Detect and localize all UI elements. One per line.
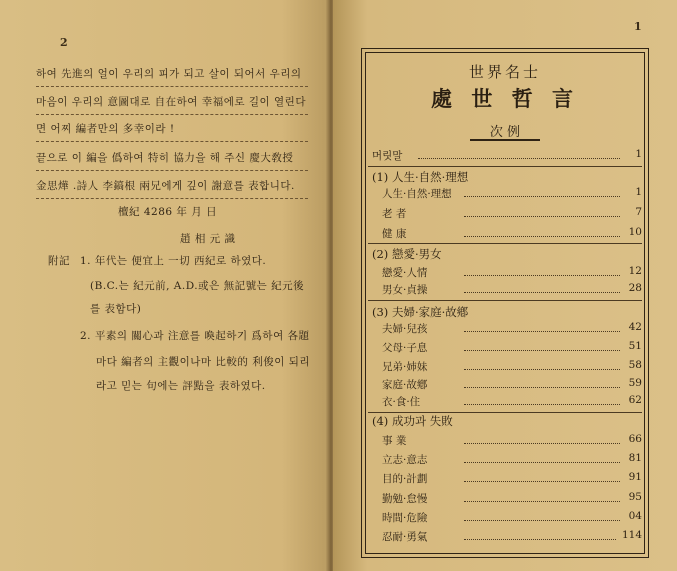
toc-entry (382, 377, 642, 391)
editor-signature: 趙 相 元 識 (180, 233, 236, 245)
toc-preface (372, 148, 642, 162)
divider (36, 114, 308, 115)
toc-entry-label: 勤勉·怠慢 (382, 493, 428, 505)
dot-leader (464, 481, 620, 482)
dot-leader (464, 196, 620, 197)
toc-heading: 次 例 (489, 125, 521, 140)
notes-label: 附記 (48, 255, 70, 267)
dot-leader (464, 462, 620, 463)
note-line-6: 라고 믿는 句에는 評點을 表하였다. (96, 380, 266, 392)
toc-entry (382, 282, 642, 296)
dot-leader (464, 275, 620, 276)
dot-leader (464, 236, 620, 237)
section-heading-3: (3) 夫婦·家庭·故鄕 (372, 305, 469, 319)
dot-leader (464, 501, 620, 502)
toc-entry (382, 265, 642, 279)
divider (368, 243, 642, 244)
toc-entry-page: 59 (628, 377, 642, 389)
toc-entry (382, 433, 642, 447)
toc-entry (382, 510, 642, 524)
date-line: 檀紀 4286 年 月 日 (118, 206, 218, 218)
dot-leader (464, 539, 616, 540)
dot-leader (464, 292, 620, 293)
note-line-3: 를 表함다) (90, 303, 142, 315)
heading-underline (470, 139, 540, 141)
dot-leader (464, 369, 620, 370)
body-line-1: 하여 先進의 얼이 우리의 피가 되고 살이 되어서 우리의 (36, 68, 302, 80)
toc-entry-label: 忍耐·勇氣 (382, 531, 428, 543)
toc-entry-page: 1 (635, 186, 642, 198)
dot-leader (464, 520, 620, 521)
note-line-5: 마다 編者의 主觀이나마 比較的 利俊이 되리 (96, 356, 310, 368)
dot-leader (464, 404, 620, 405)
page-number-left: 2 (60, 36, 68, 49)
toc-entry (382, 394, 642, 408)
contents-frame (361, 48, 649, 558)
toc-entry-label: 立志·意志 (382, 454, 428, 466)
toc-entry-label: 戀愛·人情 (382, 267, 428, 279)
toc-entry-page: 28 (628, 282, 642, 294)
left-page (0, 0, 331, 571)
divider (368, 166, 642, 167)
toc-entry-page: 114 (621, 529, 642, 541)
toc-entry-label: 머릿말 (372, 150, 403, 162)
divider (36, 198, 308, 199)
toc-entry-label: 健 康 (382, 228, 407, 240)
toc-entry-page: 51 (628, 340, 642, 352)
dot-leader (418, 158, 620, 159)
note-line-4: 2. 平素의 關心과 注意를 喚起하기 爲하여 各題 (80, 330, 310, 342)
toc-entry-page: 62 (628, 394, 642, 406)
toc-entry-page: 66 (628, 433, 642, 445)
body-line-4: 끝으로 이 編을 僞하여 特히 協力을 해 주신 慶大敎授 (36, 152, 294, 164)
toc-entry-page: 7 (635, 206, 642, 218)
toc-entry (382, 206, 642, 220)
divider (36, 86, 308, 87)
dot-leader (464, 350, 620, 351)
section-heading-1: (1) 人生·自然·理想 (372, 170, 469, 184)
toc-entry-label: 衣·食·住 (382, 396, 421, 408)
toc-entry-page: 95 (628, 491, 642, 503)
toc-entry-page: 04 (628, 510, 642, 522)
toc-entry-page: 91 (628, 471, 642, 483)
divider (368, 300, 642, 301)
book-title: 處 世 哲 言 (431, 86, 579, 111)
section-heading-2: (2) 戀愛·男女 (372, 247, 442, 261)
right-page (333, 0, 677, 571)
toc-entry (382, 340, 642, 354)
divider (36, 170, 308, 171)
toc-entry-label: 老 者 (382, 208, 407, 220)
toc-entry-label: 人生·自然·理想 (382, 188, 452, 200)
toc-entry (382, 321, 642, 335)
toc-entry (382, 226, 642, 240)
dot-leader (464, 387, 620, 388)
toc-entry-label: 事 業 (382, 435, 407, 447)
body-line-5: 金思燁 .詩人 李鎬根 兩兄에게 깊이 謝意를 表합니다. (36, 180, 295, 192)
page-number-right: 1 (634, 20, 642, 33)
note-line-2: (B.C.는 紀元前, A.D.或은 無記號는 紀元後 (90, 280, 305, 292)
dot-leader (464, 443, 620, 444)
toc-entry-label: 家庭·故鄕 (382, 379, 428, 391)
toc-entry-label: 夫婦·兒孩 (382, 323, 428, 335)
body-line-3: 면 어찌 編者만의 多幸이라 ! (36, 123, 175, 135)
toc-entry-page: 1 (635, 148, 642, 160)
section-heading-4: (4) 成功과 失敗 (372, 414, 453, 428)
body-line-2: 마음이 우리의 意圖대로 自在하여 幸福에로 길이 열린다 (36, 96, 306, 108)
divider (36, 141, 308, 142)
toc-entry-page: 58 (628, 359, 642, 371)
toc-entry-label: 目的·計劃 (382, 473, 428, 485)
note-line-1: 1. 年代는 便宜上 一切 西紀로 하였다. (80, 255, 267, 267)
dot-leader (464, 331, 620, 332)
toc-entry-page: 12 (628, 265, 642, 277)
toc-entry (382, 186, 642, 200)
toc-entry (382, 471, 642, 485)
toc-entry (382, 452, 642, 466)
toc-entry (382, 529, 642, 543)
toc-entry (382, 491, 642, 505)
toc-entry-label: 時間·危險 (382, 512, 428, 524)
toc-entry (382, 359, 642, 373)
toc-entry-label: 兄弟·姉妹 (382, 361, 428, 373)
book-subtitle: 世界名士 (468, 63, 541, 81)
toc-entry-label: 父母·子息 (382, 342, 428, 354)
dot-leader (464, 216, 620, 217)
toc-entry-page: 81 (628, 452, 642, 464)
toc-entry-page: 10 (628, 226, 642, 238)
toc-entry-page: 42 (628, 321, 642, 333)
toc-entry-label: 男女·貞操 (382, 284, 428, 296)
